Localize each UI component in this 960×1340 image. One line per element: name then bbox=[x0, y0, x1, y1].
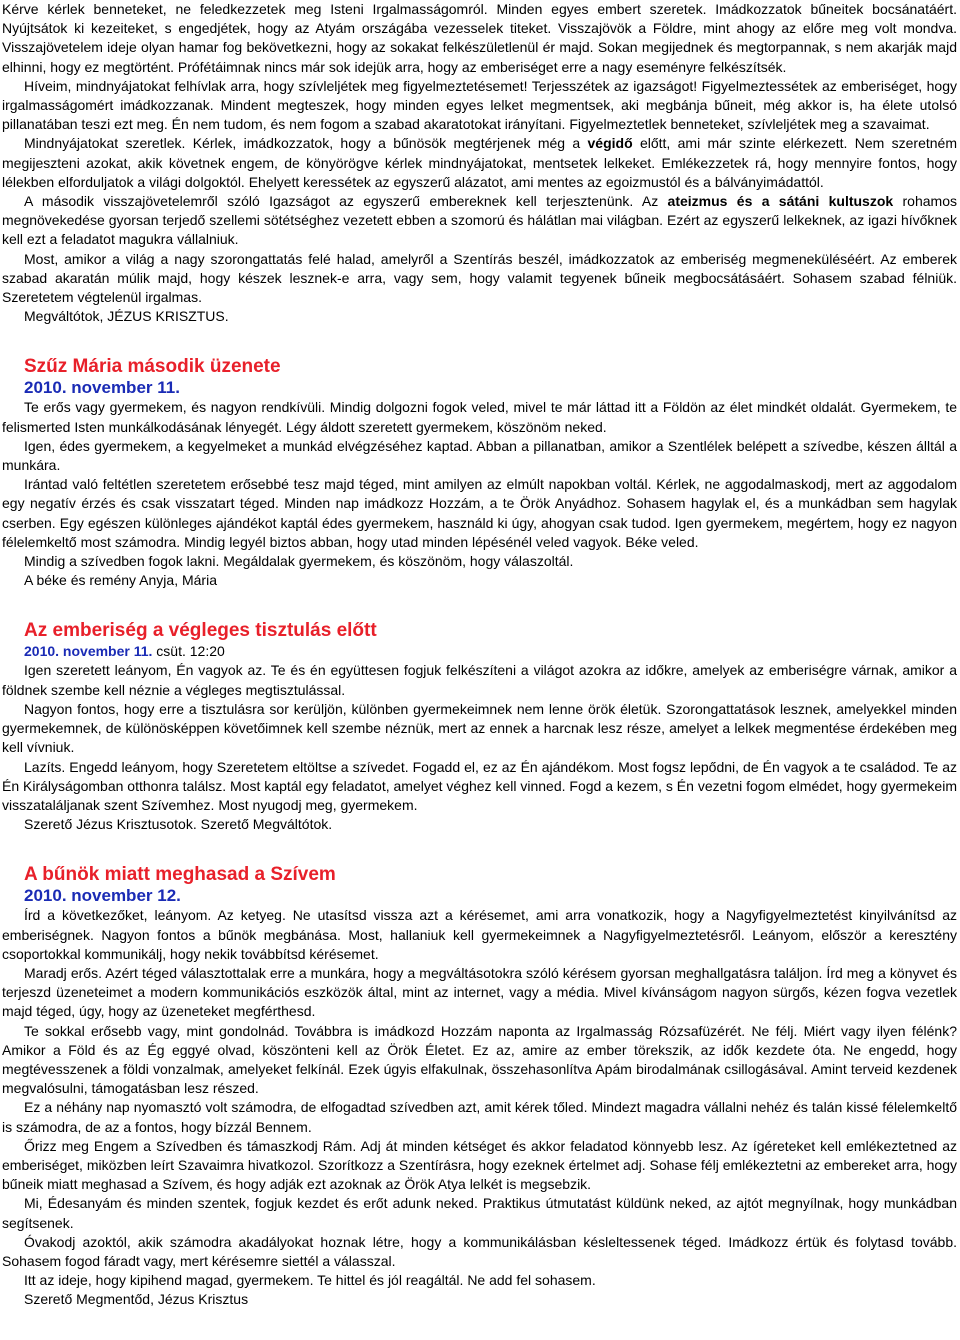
text-run: előtt, ami már szinte elérkezett. Nem szeretném megijeszteni azokat, akik követnek engem, de könyörögve kérlek mindnyájatokat, mentsetek lelkeket. Emlékezzetek rá, hogy mennyire fontos, hogy lélekben elforduljatok a világi dolgoktól. Ehelyett keressétek az egyszerű alázatot, ami mentes az egoizmustól és a bálványimádattól. bbox=[2, 135, 958, 190]
section-date bbox=[2, 642, 957, 661]
paragraph: Lazíts. Engedd leányom, hogy Szeretetem eltöltse a szívedet. Fogadd el, ez az Én ajándékom. Most fogsz lepődni, de Én vagyok a te családod. Te az Én Királyságomban otthonra találsz. Most kaptál egy feladatot, amelyet véghez kell vinned. Fogd a kezem, s Én vezetni fogom elmédet, hogy gyermekeim visszataláljanak szent Szívemhez. Most nyugodj meg, gyermekem. bbox=[2, 758, 957, 813]
paragraph: Irántad való feltétlen szeretetem erősebbé tesz majd téged, mint amilyen az elmúlt napokban voltál. Kérlek, ne aggodalmaskodj, mert az aggodalom egy negatív érzés és csak visszatart téged. Minden nap imádkozz Hozzám, a te Örök Anyádhoz. Sohasem hagylak el, és a munkádban sem hagylak cserben. Egy egészen különleges ajándékot kaptál édes gyermekem, használd ki úgy, ahogyan csak tudod. Igen gyermekem, megértem, hogy ez nagyon félelemkeltő most számodra. Mindig legyél biztos abban, hogy utad minden lépésénél veled vagyok. Béke veled. bbox=[2, 476, 957, 550]
paragraph: Híveim, mindnyájatokat felhívlak arra, hogy szívleljétek meg figyelmeztetésemet! Terjesszétek az igazságot! Figyelmeztessétek az emberiséget, hogy irgalmasságomért imádkozzanak. Mindent megteszek, hogy minden egyes lelket megmentsek, aki megbánja bűneit, még akkor is, ha élete utolsó pillanatában teszi ezt meg. Én nem tudom, és nem fogom a szabad akaratotokat irányítani. Figyelmeztetlek benneteket, szívleljétek meg a szavaimat. bbox=[2, 77, 957, 133]
section-title: A bűnök miatt meghasad a Szívem bbox=[24, 864, 336, 886]
paragraph: Nagyon fontos, hogy erre a tisztulásra sor kerüljön, különben gyermekeimnek nem lenne örök életük. Szorongattatások lesznek, amelyekkel minden gyermekemnek, de különösképpen követőimnek kell szembe néznük, mert az ennek a harcnak lesz része, amelyet a lelkek megmentése érdekében meg kell vívniuk. bbox=[2, 700, 957, 756]
text-run: rohamos megnövekedése gyorsan terjedő szellemi sötétséghez vezetett ebben a szomorú és hálátlan mai világban. Ezért az egyszerű lelkeknek, az igazi hívőknek kell ezt a feladatot magukra vállalniuk. bbox=[2, 193, 957, 248]
signature: Szerető Jézus Krisztusotok. Szerető Megváltótok. bbox=[24, 816, 333, 833]
section-spacer bbox=[2, 834, 957, 864]
section-date: 2010. november 12. bbox=[24, 886, 181, 906]
date-time: csüt. 12:20 bbox=[152, 643, 225, 660]
bold-term: végidő bbox=[587, 135, 633, 152]
signature: A béke és remény Anyja, Mária bbox=[24, 572, 217, 589]
paragraph: Írd a következőket, leányom. Az ketyeg. Ne utasítsd vissza azt a kérésemet, ami arra vonatkozik, hogy a Nagyfigyelmeztetést kinyilvánítsd az emberiségnek. Nagyon fontos a bűnök megbánása. Most, hallaniuk kell gyermekeimnek a Nagyfigyelmeztetésről. Leányom, először a keresztény csoportokkal kommunikálj, hogy nekik továbbítsd kérésemet. bbox=[2, 907, 957, 962]
paragraph: Kérve kérlek benneteket, ne feledkezzetek meg Isteni Irgalmasságomról. Minden egyes embert szeretek. Imádkozzatok bűneitek bocsánatáért. Nyújtsátok ki kezeiteket, s engedjétek, hogy az Atyám országába vezesselek titeket. Visszajövök a Földre, mint ahogy az előre meg volt mondva. Visszajövetelem ideje olyan hamar fog bekövetkezni, hogy az sokakat felkészületlenül ér majd. Sokan megijednek és megtorpannak, s nem akarják majd elhinni, hogy ez megtörtént. Prófétáimnak nincs már sok idejük arra, hogy az emberiséget erre a nagy eseményre felkészítsék. bbox=[2, 1, 957, 75]
paragraph: Mi, Édesanyám és minden szentek, fogjuk kezdet és erőt adunk neked. Praktikus útmutatást küldünk neked, az ajtót megnyílnak, hogy munkádban segítsenek. bbox=[2, 1195, 957, 1231]
section-title: Az emberiség a végleges tisztulás előtt bbox=[24, 620, 377, 642]
paragraph: Maradj erős. Azért téged választottalak erre a munkára, hogy a megváltásotokra szóló kérésem gyorsan meghallgatásra találjon. Írd meg a könyvet és terjeszd üzeneteimet a modern kommunikációs eszközök által, mint az internet, vagy a média. Mivel kívánságom nagyon sürgős, kézen fogva vezetlek majd téged, úgy, hogy az üzeneteket megférthesd. bbox=[2, 964, 957, 1020]
paragraph: Ez a néhány nap nyomasztó volt számodra, de elfogadtad szívedben azt, amit kérek tőled. Mindezt magadra vállalni nehéz és talán kissé félelemkeltő is számodra, de az a fontos, hogy bízzál Bennem. bbox=[2, 1099, 957, 1135]
text-run: A második visszajövetelemről szóló Igazságot az egyszerű embereknek kell terjesztenünk. Az bbox=[24, 193, 668, 210]
section-date: 2010. november 11. bbox=[24, 378, 180, 398]
paragraph bbox=[2, 134, 957, 192]
section-spacer bbox=[2, 590, 957, 620]
section-title: Szűz Mária második üzenete bbox=[24, 356, 281, 378]
paragraph: Igen, édes gyermekem, a kegyelmeket a munkád elvégzéséhez kaptad. Abban a pillanatban, amikor a Szentlélek belépett a szívedbe, készen álltál a munkára. bbox=[2, 437, 957, 474]
paragraph: Igen szeretett leányom, Én vagyok az. Te és én együttesen fogjuk felkészíteni a világot azokra az időkre, amelyek az emberiségre várnak, amikor a földnek szembe kell néznie a végleges megtisztulással. bbox=[2, 662, 957, 698]
bold-term: ateizmus és a sátáni kultuszok bbox=[667, 193, 894, 210]
section-spacer bbox=[2, 326, 957, 356]
paragraph: Mindig a szívedben fogok lakni. Megáldalak gyermekem, és köszönöm, hogy válaszoltál. bbox=[24, 553, 574, 570]
text-run: Mindnyájatokat szeretlek. Kérlek, imádkozzatok, hogy a bűnösök megtérjenek még a bbox=[24, 135, 588, 152]
signature: Megváltótok, JÉZUS KRISZTUS. bbox=[24, 308, 229, 325]
paragraph: Óvakodj azoktól, akik számodra akadályokat hoznak létre, hogy a kommunikálásban késleltessenek téged. Imádkozz értük és folytasd tovább. Sohasem fogod fáradt vagy, mert kérésemre siettél a válasszal. bbox=[2, 1233, 957, 1269]
date-label: 2010. november 11. bbox=[24, 643, 153, 660]
paragraph: Őrizz meg Engem a Szívedben és támaszkodj Rám. Adj át minden kétséget és akkor feladatod könnyebb lesz. Az ígéreteket kell emlékeztetned az emberiséget, miközben leírt Szavaimra hivatkozol. Szorítkozz a Szentírásra, hogy ezeknek értelmet adj. Sohase félj emlékeztetni az embereket arra, hogy bűneik miatt meghasad a Szívem, és hogy adják ezt azoknak az Örök Atya lelkét is megsebzik. bbox=[2, 1137, 957, 1193]
paragraph: Most, amikor a világ a nagy szorongattatás felé halad, amelyről a Szentírás beszél, imádkozzatok az emberiség megmeneküléséért. Az emberek szabad akaratán múlik majd, hogy készek lesznek-e arra, vagy sem, hogy valamit tegyenek bűneik megbocsátásáért. Sohasem szabad félniük. Szeretetem végtelenül irgalmas. bbox=[2, 250, 957, 306]
signature: Szerető Megmentőd, Jézus Krisztus bbox=[24, 1291, 249, 1308]
paragraph: Itt az ideje, hogy kipihend magad, gyermekem. Te hittel és jól reagáltál. Ne add fel sohasem. bbox=[24, 1272, 596, 1289]
paragraph bbox=[2, 192, 957, 250]
paragraph: Te sokkal erősebb vagy, mint gondolnád. Továbbra is imádkozd Hozzám naponta az Irgalmasság Rózsafüzérét. Ne félj. Miért vagy ilyen félénk? Amikor a Föld és az Ég eggyé olvad, köszönteni kell az Örök Életet. Ez az, amire az ember törekszik, az idők kezdete óta. Ne engedd, hogy megtévesszenek a földi vonzalmak, amelyeket felkínál. Ezek úgyis elfakulnak, összehasonlítva Apám birodalmának csillogásával. Amint terveid kezdenek megvalósulni, támogatásban lesz részed. bbox=[2, 1022, 957, 1097]
paragraph: Te erős vagy gyermekem, és nagyon rendkívüli. Mindig dolgozni fogok veled, mivel te már láttad itt a Földön az élet mindkét oldalát. Gyermekem, te felismerted Isten munkálkodásának lényegét. Légy áldott szeretett gyermekem, köszönöm neked. bbox=[2, 399, 957, 435]
